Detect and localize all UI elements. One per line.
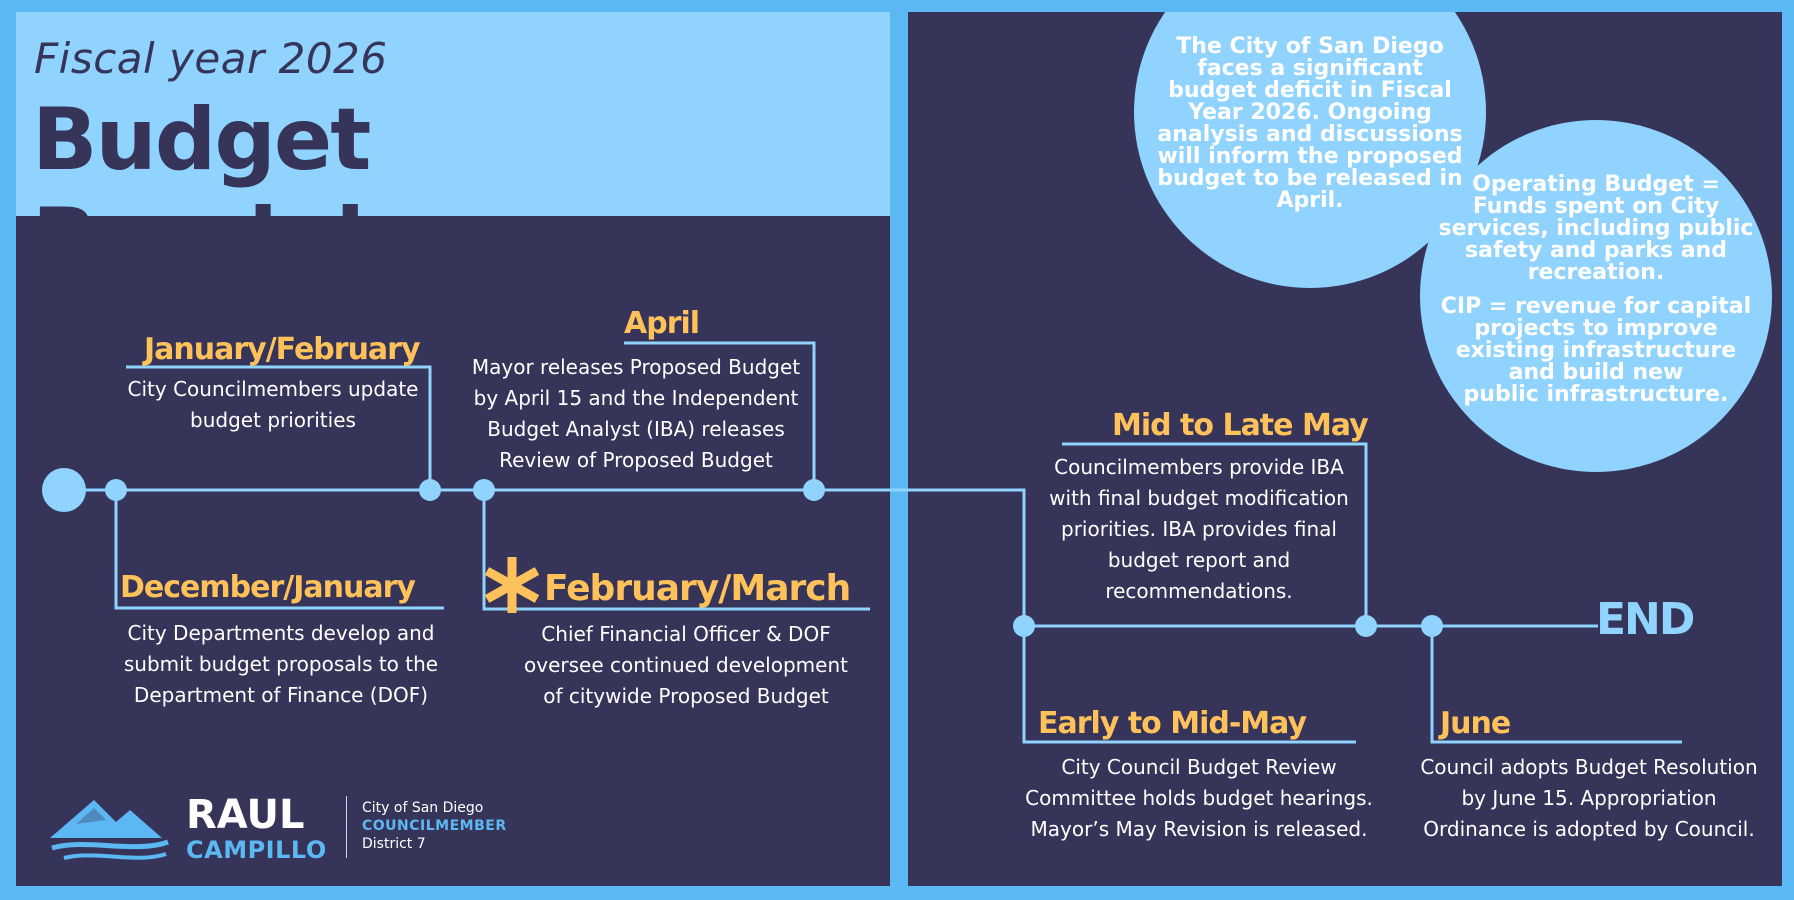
logo-role: COUNCILMEMBER xyxy=(362,818,507,834)
step-title-feb-mar: February/March xyxy=(544,568,851,609)
step-title-dec-jan: December/January xyxy=(120,570,415,605)
logo-district: District 7 xyxy=(362,836,426,852)
logo-first-name: RAUL xyxy=(186,792,305,838)
logo-city: City of San Diego xyxy=(362,800,484,816)
councilmember-logo xyxy=(46,792,516,872)
page-title: Budget Breakdown xyxy=(32,90,557,290)
logo-last-name: CAMPILLO xyxy=(186,836,327,864)
timeline-start-node xyxy=(42,468,86,512)
timeline-node-feb-mar xyxy=(473,479,495,501)
timeline-node-jan-feb xyxy=(419,479,441,501)
step-title-jan-feb: January/February xyxy=(144,332,420,367)
step-desc-dec-jan: City Departments develop and submit budget proposals to the Department of Finance (DOF) xyxy=(123,621,439,707)
step-desc-feb-mar: Chief Financial Officer & DOF oversee continued development of citywide Proposed Budget xyxy=(524,622,848,708)
step-desc-early-mid-may: City Council Budget Review Committee holds budget hearings. Mayor’s May Revision is released. xyxy=(1025,755,1373,841)
timeline-node-june xyxy=(1421,615,1443,637)
timeline-end-label: END xyxy=(1596,594,1694,645)
step-title-early-mid-may: Early to Mid-May xyxy=(1038,706,1307,741)
timeline-node-mid-late-may xyxy=(1355,615,1377,637)
step-desc-jan-feb: City Councilmembers update budget priorities xyxy=(127,377,419,432)
left-panel xyxy=(16,12,890,886)
timeline-node-early-mid-may xyxy=(1013,615,1035,637)
step-desc-june: Council adopts Budget Resolution by June 15. Appropriation Ordinance is adopted by Council. xyxy=(1420,755,1758,841)
step-title-april: April xyxy=(624,306,700,341)
step-desc-april: Mayor releases Proposed Budget by April 15 and the Independent Budget Analyst (IBA) releases Review of Proposed Budget xyxy=(471,355,801,472)
deficit-info-text: The City of San Diego faces a significant budget deficit in Fiscal Year 2026. Ongoing analysis and discussions will inform the proposed budget to be released in April. xyxy=(1157,34,1463,213)
operating-budget-definition: Operating Budget = Funds spent on City services, including public safety and parks and recreation. xyxy=(1438,172,1754,285)
timeline-node-april xyxy=(803,479,825,501)
asterisk-icon xyxy=(487,557,537,613)
right-panel xyxy=(908,12,1782,886)
mountain-logo-icon xyxy=(46,794,176,864)
step-title-june: June xyxy=(1440,706,1511,741)
logo-divider xyxy=(346,796,347,858)
cip-definition: CIP = revenue for capital projects to improve existing infrastructure and build new public infrastructure. xyxy=(1440,294,1752,407)
fiscal-year-subtitle: Fiscal year 2026 xyxy=(34,34,388,83)
timeline-node-dec-jan xyxy=(105,479,127,501)
step-title-mid-late-may: Mid to Late May xyxy=(1112,408,1368,443)
step-desc-mid-late-may: Councilmembers provide IBA with final budget modification priorities. IBA provides final budget report and recommendations. xyxy=(1049,455,1349,603)
